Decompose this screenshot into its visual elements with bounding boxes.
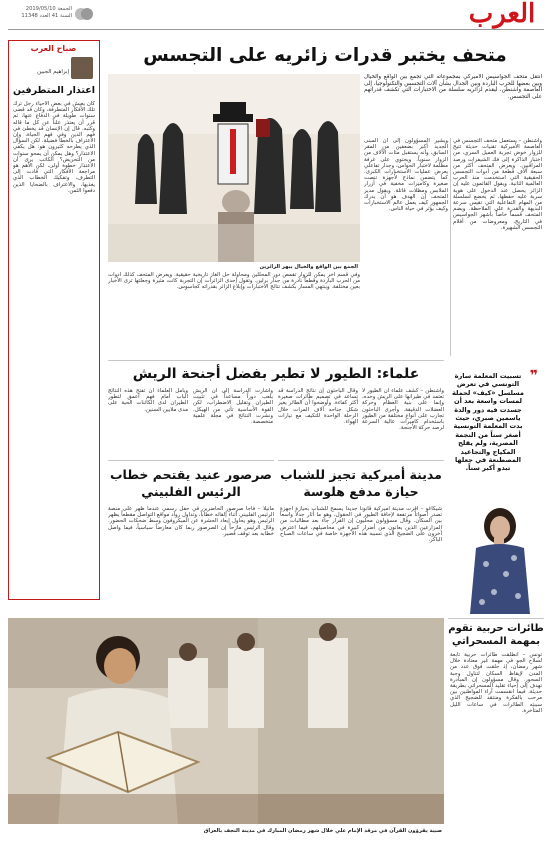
monkey-kicker: تسبيت المعلمة سارة التونسي في تعرض مسلسل «كيف» لحملة لمسات واسعة بعد أن جسدت فيه دور والدة ياسمين صبري، حيث بدت المعلمة التونسية أصغر سناً من النجمة المصرية، ولم يفلح المكياج والتجاعيد المصطنعة في جعلها تبدو أكبر سناً. [452, 372, 524, 473]
masthead [0, 0, 550, 30]
bottom-photo [8, 618, 444, 824]
col-divider [450, 138, 451, 356]
cannon-headline: مدينة أميركية تجيز للشباب حيازة مدفع هلوسة [280, 467, 442, 499]
birds-body-1: واشنطن – كشف علماء أن الطيور لا تعتمد في طيرانها على الريش وحده، وإنما على بنية العظام وحركة العضلات الدقيقة. وأجرى الباحثون تجارب على أنواع مختلفة من الطيور باستخدام كاميرات عالية السرعة لرصد حركة الأجنحة. [362, 388, 444, 432]
lead-column-a: واشنطن – يستعمل متحف التجسس في العاصمة الأميركية تقنيات حديثة تتيح للزوار خوض تجربة العميل السري، من اختبار الذاكرة إلى فك الشيفرات ورصد المراقبين. ويعرض المتحف أكثر من سبعة آلاف قطعة من أدوات التجسس الحقيقية التي استخدمت منذ الحرب العالمية الثانية. ويقول القائمون عليه إن الزائر يحصل عند الدخول على هوية سرية عليه حفظها، ثم يخضع لسلسلة من المهام التفاعلية التي تقيس سرعة البديهة والقدرة على الملاحظة. ويضم المتحف قسماً خاصاً بأشهر الجواسيس في التاريخ، ومعروضات من أفلام التجسس الشهيرة. [453, 138, 542, 231]
author-name: إبراهيم الجبين [37, 69, 69, 75]
kicker-quote-icon: ❞ [529, 368, 539, 384]
birds-body-3: وأشارت الدراسة إلى أن الريش يلعب دوراً مساعداً في تثبيت الطيران وتقليل الاضطراب، لكن القوة الأساسية تأتي من الهيكل. ونشرت النتائج في مجلة علمية متخصصة. [193, 388, 273, 426]
issue-line: السنة 41 العدد 11348 [21, 13, 72, 19]
birds-body-4: ويأمل العلماء أن تفتح هذه النتائج الباب أمام فهم أعمق لتطور الطيران لدى الكائنات الحية على مدى ملايين السنين. [108, 388, 188, 413]
birds-body-2: وقال الباحثون إن نتائج الدراسة قد تساعد في تصميم طائرات صغيرة أكثر كفاءة. وأوضحوا أن الطائر يغير شكل جناحه آلاف المرات خلال الرحلة الواحدة للتكيف مع تيارات الهواء. [278, 388, 358, 426]
wars-body: تونس – انطلقت طائرات حربية تابعة لسلاح الجو في مهمة غير معتادة خلال شهر رمضان، إذ حلقت فوق عدد من المدن لإيقاظ السكان لتناول وجبة السحور. وقال مسؤولون إن المبادرة تهدف إلى إحياء تقليد المسحراتي بطريقة حديثة، فيما انقسمت آراء المواطنين بين مرحب بالفكرة ومنتقد للضجيج الذي سببته الطائرات في ساعات الليل المتأخرة. [450, 652, 542, 714]
masthead-ornament-icon [74, 6, 94, 20]
cannon-body: شيكاغو – أقرت مدينة أميركية قانوناً جديداً يسمح للشباب بحيازة أجهزة تصدر أصواتاً مرتفعة لإخافة الطيور في الحقول، وهو ما أثار جدلاً واسعاً بين السكان. وقال مسؤولون محليون إن القرار جاء بعد مطالبات من المزارعين الذين يعانون من أضرار كبيرة في محاصيلهم، فيما اعترض آخرون على الضجيج الذي تسببه هذه الأجهزة خاصة في ساعات الصباح الباكر. [280, 506, 442, 544]
lead-headline: متحف يختبر قدرات زائريه على التجسس [143, 45, 507, 66]
birds-headline: علماء: الطيور لا تطير بفضل أجنحة الريش [132, 366, 420, 382]
actress-photo [448, 504, 544, 614]
newspaper-logo: العرب [468, 0, 536, 29]
wars-headline: طائرات حربية تقوم بمهمة المسحراتي [448, 623, 544, 647]
hawk-top-rule [108, 460, 274, 461]
masthead-rule [8, 29, 544, 30]
sabah-column [8, 40, 100, 600]
wars-top-rule [448, 618, 544, 619]
sabah-body: كان يعيش في بعض الأحياء رجل ترك تلك الأفكار المتطرفة، وكان قد قضى سنوات طويلة في الدفاع عنها، ثم قرر أن يعتذر علناً عن كل ما قاله وكتبه. قال إن الإنسان قد يخطئ في فهم الدين وفي فهم الحياة، وإن الاعتراف بالخطأ فضيلة. لكن السؤال الذي يطرحه كثيرون هو: هل يكفي الاعتذار؟ وهل يمكن أن يمحو سنوات من التحريض؟ الكاتب يرى أن الاعتذار خطوة أولى، لكن الأهم هو مراجعة الأفكار التي قادت إلى التطرف، وتفكيك الخطاب الذي يغذيها، والاعتراف بالضحايا الذين دفعوا الثمن. [13, 101, 95, 194]
lead-photo-caption: الجمع بين الواقع والخيال يبهر الزائرين [259, 264, 358, 270]
author-avatar [71, 57, 93, 79]
birds-top-rule [108, 360, 444, 361]
cannon-top-rule [278, 460, 444, 461]
sabah-title: صباح العرب [30, 44, 77, 53]
bottom-photo-caption: صبية يقرؤون القرآن في مرقد الإمام علي خلال شهر رمضان المبارك في مدينة النجف بالعراق [203, 828, 442, 834]
sabah-headline: اعتذار المتطرفين [12, 85, 96, 96]
lead-photo [108, 74, 360, 262]
lead-intro: انتقل متحف الجواسيس الأميركي بمجموعاته التي تجمع بين الواقع والخيال وبين بعضها للحرب الباردة وبين الجدال بشأن آلات التجسس والتكنولوجيا، إلى العاصمة واشنطن، ليقدم لزائريه سلسلة من الاختبارات التي تكشف قدراتهم على التجسس. [364, 74, 542, 100]
lead-column-c: وفي قسم آخر يمكن للزوار تقمص دور المحللين ومحاولة حل ألغاز تاريخية حقيقية. ويعرض المتحف كذلك أدوات من الحرب الباردة وقطعاً نادرة من جدار برلين. وتقول إحدى الزائرات إن التجربة كانت مثيرة وجعلتها ترى الأخبار بعين مختلفة. وينتهي المسار بكشف نتائج الاختبارات وإبلاغ الزائر بقدراته كجاسوس. [108, 272, 360, 291]
hawk-headline: صرصور عنيد يقتحم خطاب الرئيس الفلبيني [109, 467, 273, 499]
lead-column-b: ويشير المسؤولون إلى أن المبنى الجديد أكبر بضعفين من المقر السابق، وأنه يستقبل مئات الآلاف من الزوار سنوياً. ويحتوي على غرفة مظلمة لاختبار الحواس، وجدار تفاعلي يعرض عمليات الاستخبارات الكبرى. كما يتضمن نماذج لأجهزة تنصت صغيرة وكاميرات مخفية في أزرار الملابس ومظلات قاتلة. ويقول مدير المتحف إن الهدف هو أن يدرك الجمهور كيف يعمل عالم الاستخبارات وكيف يؤثر في حياة الناس. [364, 138, 448, 213]
date-line: الجمعة 2019/05/10 [25, 6, 72, 12]
hawk-body: مانيلا – فاجأ صرصور الحاضرين في حفل رسمي عندما ظهر على منصة الرئيس الفلبيني أثناء إلقائه خطاباً، وتداول رواد مواقع التواصل مقطعاً يظهر الرئيس وهو يحاول إبعاد الحشرة عن الميكروفون وسط ضحكات الحضور. وقال الرئيس مازحاً إن الصرصور ربما كان معارضاً سياسياً، فيما واصل خطابه بعد توقف قصير. [108, 506, 274, 537]
